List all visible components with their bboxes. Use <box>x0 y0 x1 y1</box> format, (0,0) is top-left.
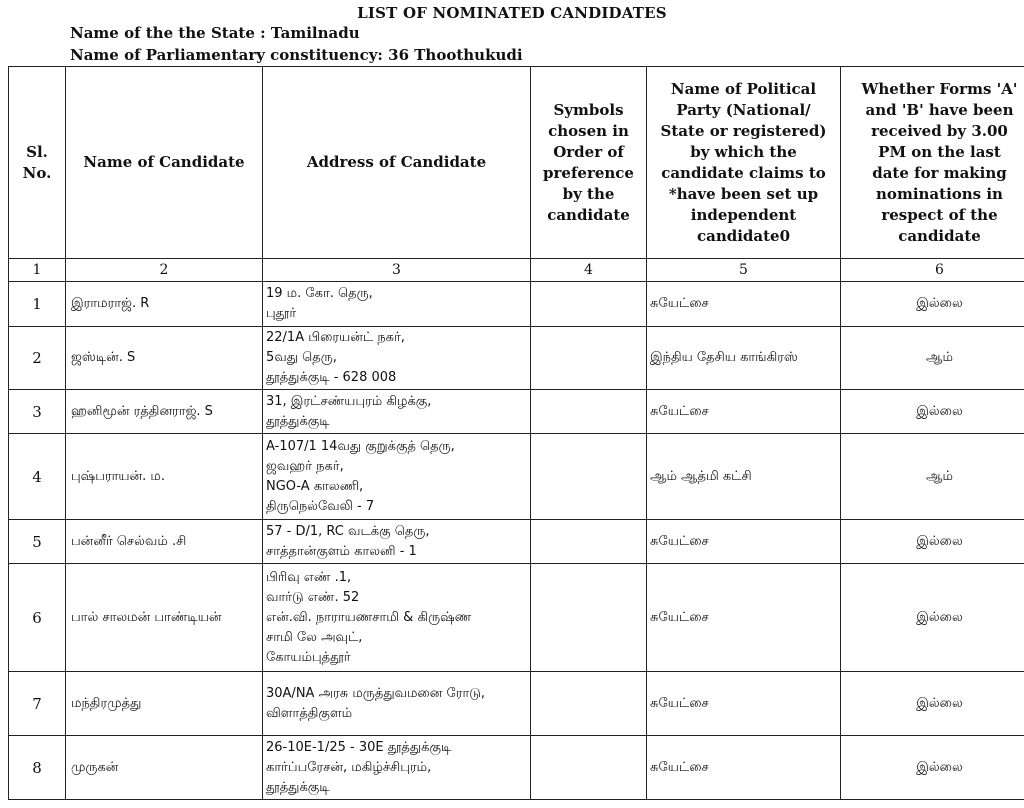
header-text-line: Whether Forms 'A' <box>861 79 1018 98</box>
header-forms-received <box>841 67 1024 259</box>
forms-received: இல்லை <box>841 520 1024 564</box>
political-party: சுயேட்சை <box>647 390 841 434</box>
header-text-line: PM on the last <box>878 142 1001 161</box>
constituency-line: Name of Parliamentary constituency: 36 Thoothukudi <box>70 46 523 64</box>
column-number: 2 <box>66 259 263 282</box>
candidate-address <box>263 520 531 564</box>
header-text-line: State or registered) <box>660 121 827 140</box>
header-text-line: No. <box>22 163 52 182</box>
header-row <box>9 67 1024 259</box>
candidate-name: முருகன் <box>66 736 263 800</box>
forms-received: இல்லை <box>841 736 1024 800</box>
address-line: ஜவஹர் நகர், <box>266 458 344 474</box>
header-text-line: by the <box>562 184 615 203</box>
address-line: சாத்தான்குளம் காலனி - 1 <box>266 543 417 559</box>
symbols-cell <box>531 520 647 564</box>
column-number: 5 <box>647 259 841 282</box>
address-line: தூத்துக்குடி - 628 008 <box>266 370 397 385</box>
header-text-line: Name of Political <box>670 79 817 98</box>
address-line: பிரிவு எண் .1, <box>266 569 352 585</box>
candidate-address <box>263 672 531 736</box>
symbols-cell <box>531 434 647 520</box>
serial-number: 8 <box>9 736 66 800</box>
page-title: LIST OF NOMINATED CANDIDATES <box>357 4 667 22</box>
address-line: A-107/1 14வது குறுக்குத் தெரு, <box>266 438 455 454</box>
table-row <box>9 390 1024 434</box>
serial-number: 1 <box>9 282 66 327</box>
address-line: திருநெல்வேலி - 7 <box>266 498 375 514</box>
forms-received: ஆம் <box>841 434 1024 520</box>
address-line: 5வது தெரு, <box>266 350 337 365</box>
candidate-name: மந்திரமுத்து <box>66 672 263 736</box>
table-row <box>9 672 1024 736</box>
column-number: 4 <box>531 259 647 282</box>
header-address <box>263 67 531 259</box>
table-row <box>9 520 1024 564</box>
header-text-line: respect of the <box>881 205 998 224</box>
header-text-line: by which the <box>690 142 797 161</box>
header-text-line: Address of Candidate <box>306 153 487 171</box>
table-row <box>9 434 1024 520</box>
candidate-name: புஷ்பராயன். ம. <box>66 434 263 520</box>
forms-received: இல்லை <box>841 672 1024 736</box>
candidates-table <box>8 66 1024 800</box>
column-number: 3 <box>263 259 531 282</box>
header-text-line: candidate0 <box>696 226 791 245</box>
serial-number: 2 <box>9 327 66 390</box>
column-number: 1 <box>9 259 66 282</box>
table-body <box>9 282 1024 800</box>
political-party: ஆம் ஆத்மி கட்சி <box>647 434 841 520</box>
address-line: சாமி லே அவுட், <box>266 629 363 645</box>
header-text-line: independent <box>690 205 797 224</box>
table-row <box>9 282 1024 327</box>
candidate-address <box>263 736 531 800</box>
header-text-line: *have been set up <box>668 184 819 203</box>
political-party: சுயேட்சை <box>647 282 841 327</box>
header-text-line: received by 3.00 <box>871 121 1008 140</box>
symbols-cell <box>531 564 647 672</box>
address-line: தூத்துக்குடி <box>266 779 330 795</box>
address-line: 19 ம. கோ. தெரு, <box>266 286 373 301</box>
address-line: 26-10E-1/25 - 30E தூத்துக்குடி <box>266 739 452 755</box>
forms-received: ஆம் <box>841 327 1024 390</box>
header-text-line: candidate <box>898 226 981 245</box>
header-political-party <box>647 67 841 259</box>
table-row <box>9 327 1024 390</box>
header-text-line: date for making <box>872 163 1007 182</box>
candidate-address <box>263 327 531 390</box>
candidate-address <box>263 390 531 434</box>
table-row <box>9 564 1024 672</box>
header-text-line: candidate <box>547 205 630 224</box>
header-text-line: chosen in <box>548 121 629 140</box>
candidate-name: பால் சாலமன் பாண்டியன் <box>66 564 263 672</box>
header-sl-no <box>9 67 66 259</box>
political-party: சுயேட்சை <box>647 736 841 800</box>
symbols-cell <box>531 736 647 800</box>
serial-number: 7 <box>9 672 66 736</box>
header-symbols <box>531 67 647 259</box>
political-party: சுயேட்சை <box>647 672 841 736</box>
serial-number: 3 <box>9 390 66 434</box>
address-line: 31, இரட்சண்யபுரம் கிழக்கு, <box>266 393 432 409</box>
header-text-line: Sl. <box>26 142 48 161</box>
address-line: விளாத்திகுளம் <box>266 705 353 721</box>
political-party: சுயேட்சை <box>647 564 841 672</box>
header-text-line: preference <box>543 163 634 182</box>
serial-number: 6 <box>9 564 66 672</box>
serial-number: 5 <box>9 520 66 564</box>
address-line: 57 - D/1, RC வடக்கு தெரு, <box>266 523 430 539</box>
header-text-line: candidate claims to <box>661 163 826 182</box>
candidate-address <box>263 564 531 672</box>
address-line: 30A/NA அரசு மருத்துவமனை ரோடு, <box>266 685 486 701</box>
political-party: சுயேட்சை <box>647 520 841 564</box>
candidate-name: இராமராஜ். R <box>66 282 263 327</box>
forms-received: இல்லை <box>841 390 1024 434</box>
candidate-address <box>263 282 531 327</box>
address-line: கோயம்புத்தூர் <box>266 649 351 665</box>
header-text-line: nominations in <box>876 184 1003 203</box>
symbols-cell <box>531 390 647 434</box>
header-text-line: Name of Candidate <box>83 153 245 171</box>
header-text-line: and 'B' have been <box>865 100 1014 119</box>
candidate-address <box>263 434 531 520</box>
header-text-line: Order of <box>553 142 624 161</box>
address-line: 22/1A பிரையன்ட் நகர், <box>266 330 405 345</box>
state-line: Name of the the State : Tamilnadu <box>70 24 360 42</box>
address-line: தூத்துக்குடி <box>266 413 330 429</box>
column-number-row <box>9 259 1024 282</box>
political-party: இந்திய தேசிய காங்கிரஸ் <box>647 327 841 390</box>
header-name-of-candidate <box>66 67 263 259</box>
address-line: வார்டு எண். 52 <box>266 589 360 605</box>
candidate-name: ஹனிமூன் ரத்தினராஜ். S <box>66 390 263 434</box>
symbols-cell <box>531 672 647 736</box>
symbols-cell <box>531 282 647 327</box>
serial-number: 4 <box>9 434 66 520</box>
address-line: புதூர் <box>266 306 297 321</box>
header-text-line: Symbols <box>553 100 624 119</box>
forms-received: இல்லை <box>841 564 1024 672</box>
candidate-name: ஜஸ்டின். S <box>66 327 263 390</box>
header-text-line: Party (National/ <box>676 100 811 119</box>
symbols-cell <box>531 327 647 390</box>
address-line: கார்ப்பரேசன், மகிழ்ச்சிபுரம், <box>266 759 432 775</box>
table-row <box>9 736 1024 800</box>
candidate-name: பன்னீர் செல்வம் .சி <box>66 520 263 564</box>
column-number: 6 <box>841 259 1024 282</box>
address-line: NGO-A காலணி, <box>266 478 364 494</box>
address-line: என்.வி. நாராயணசாமி & கிருஷ்ண <box>266 609 472 625</box>
forms-received: இல்லை <box>841 282 1024 327</box>
